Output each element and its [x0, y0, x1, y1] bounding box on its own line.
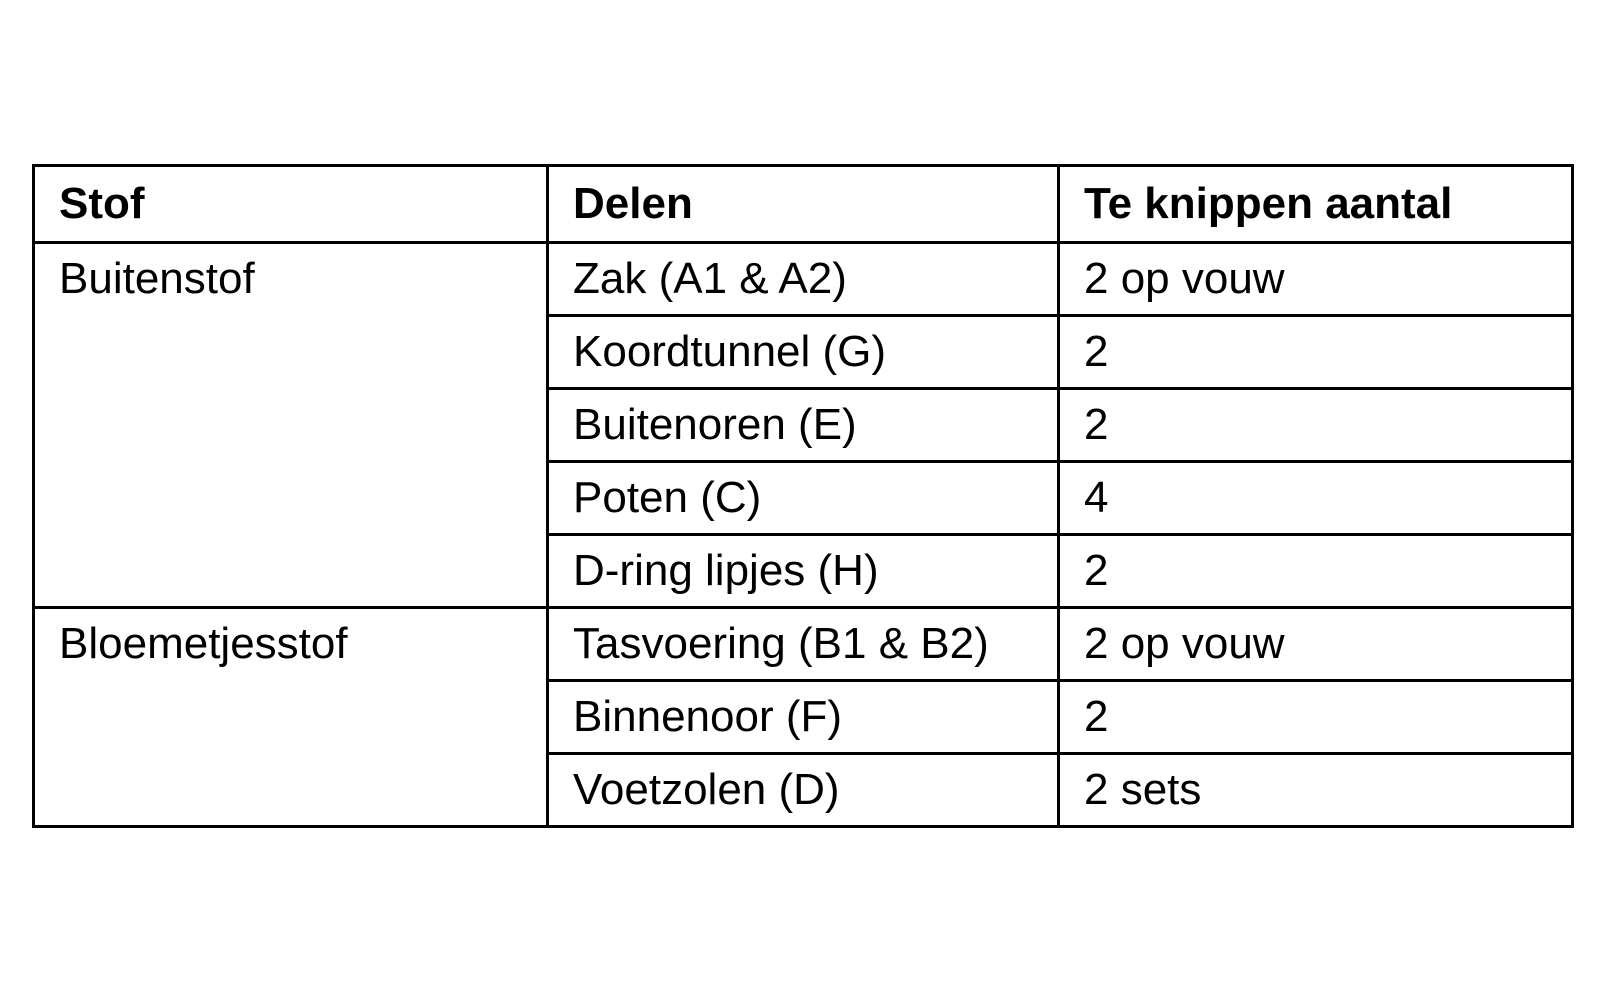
fabric-cell: Bloemetjesstof: [34, 608, 548, 827]
part-cell: D-ring lipjes (H): [548, 535, 1059, 608]
part-cell: Koordtunnel (G): [548, 316, 1059, 389]
header-parts: Delen: [548, 166, 1059, 243]
part-cell: Tasvoering (B1 & B2): [548, 608, 1059, 681]
count-cell: 2 op vouw: [1059, 243, 1573, 316]
count-cell: 2 sets: [1059, 754, 1573, 827]
count-cell: 2: [1059, 389, 1573, 462]
count-cell: 4: [1059, 462, 1573, 535]
cutting-table: [32, 164, 1574, 828]
fabric-cell: Buitenstof: [34, 243, 548, 608]
header-cut-count: Te knippen aantal: [1059, 166, 1573, 243]
count-cell: 2: [1059, 681, 1573, 754]
part-cell: Binnenoor (F): [548, 681, 1059, 754]
count-cell: 2 op vouw: [1059, 608, 1573, 681]
table-header: [34, 166, 1573, 243]
header-fabric: Stof: [34, 166, 548, 243]
part-cell: Buitenoren (E): [548, 389, 1059, 462]
part-cell: Voetzolen (D): [548, 754, 1059, 827]
header-row: [34, 166, 1573, 243]
table-body: [34, 243, 1573, 827]
table-row: [34, 243, 1573, 316]
count-cell: 2: [1059, 535, 1573, 608]
part-cell: Poten (C): [548, 462, 1059, 535]
count-cell: 2: [1059, 316, 1573, 389]
part-cell: Zak (A1 & A2): [548, 243, 1059, 316]
table-row: [34, 608, 1573, 681]
